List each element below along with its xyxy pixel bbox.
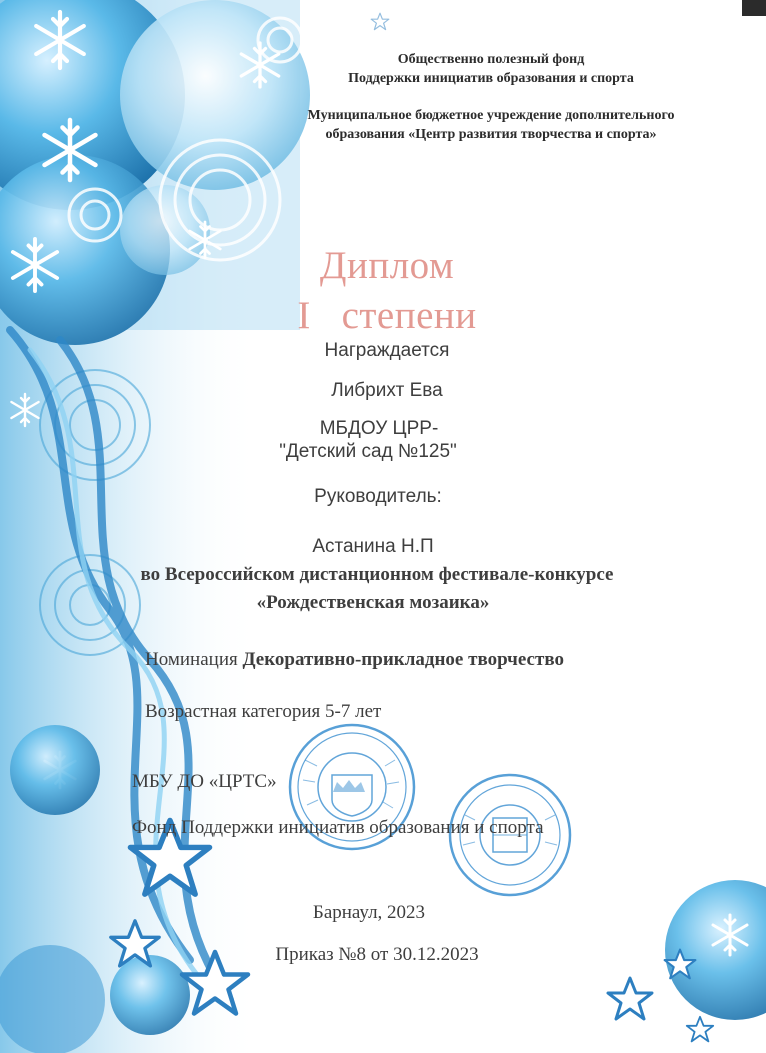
city-year: Барнаул, 2023 — [312, 902, 426, 923]
nomination-value: Декоративно-прикладное творчество — [242, 649, 564, 670]
nomination — [145, 649, 564, 671]
awarded-label: Награждается — [324, 340, 450, 361]
signature-org1: МБУ ДО «ЦРТС» — [132, 771, 277, 792]
age-category: Возрастная категория 5-7 лет — [145, 701, 382, 722]
contest-line2: «Рождественская мозаика» — [256, 592, 490, 613]
institution-line2: образования «Центр развития творчества и спорта» — [325, 127, 657, 142]
org-name-line2: Поддержки инициатив образования и спорта — [348, 71, 634, 86]
degree-word: степени — [341, 294, 477, 337]
institution-line1: Муниципальное бюджетное учреждение дополнительного — [307, 108, 675, 123]
signature-org2: Фонд Поддержки инициатив образования и спорта — [132, 817, 544, 838]
recipient-name: Либрихт Ева — [331, 380, 443, 401]
diploma-degree — [4, 294, 766, 338]
supervisor-label: Руководитель: — [314, 486, 442, 507]
supervisor-name: Астанина Н.П — [312, 536, 434, 557]
school-line1: МБДОУ ЦРР- — [319, 418, 439, 439]
contest-line1: во Всероссийском дистанционном фестивале-конкурсе — [140, 564, 614, 585]
school-line2: "Детский сад №125" — [279, 441, 457, 462]
org-name-line1: Общественно полезный фонд — [397, 52, 585, 67]
diploma-title: Диплом — [319, 244, 455, 287]
order-number: Приказ №8 от 30.12.2023 — [275, 944, 479, 965]
degree-roman: I — [297, 294, 311, 337]
nomination-label: Номинация — [145, 649, 238, 670]
